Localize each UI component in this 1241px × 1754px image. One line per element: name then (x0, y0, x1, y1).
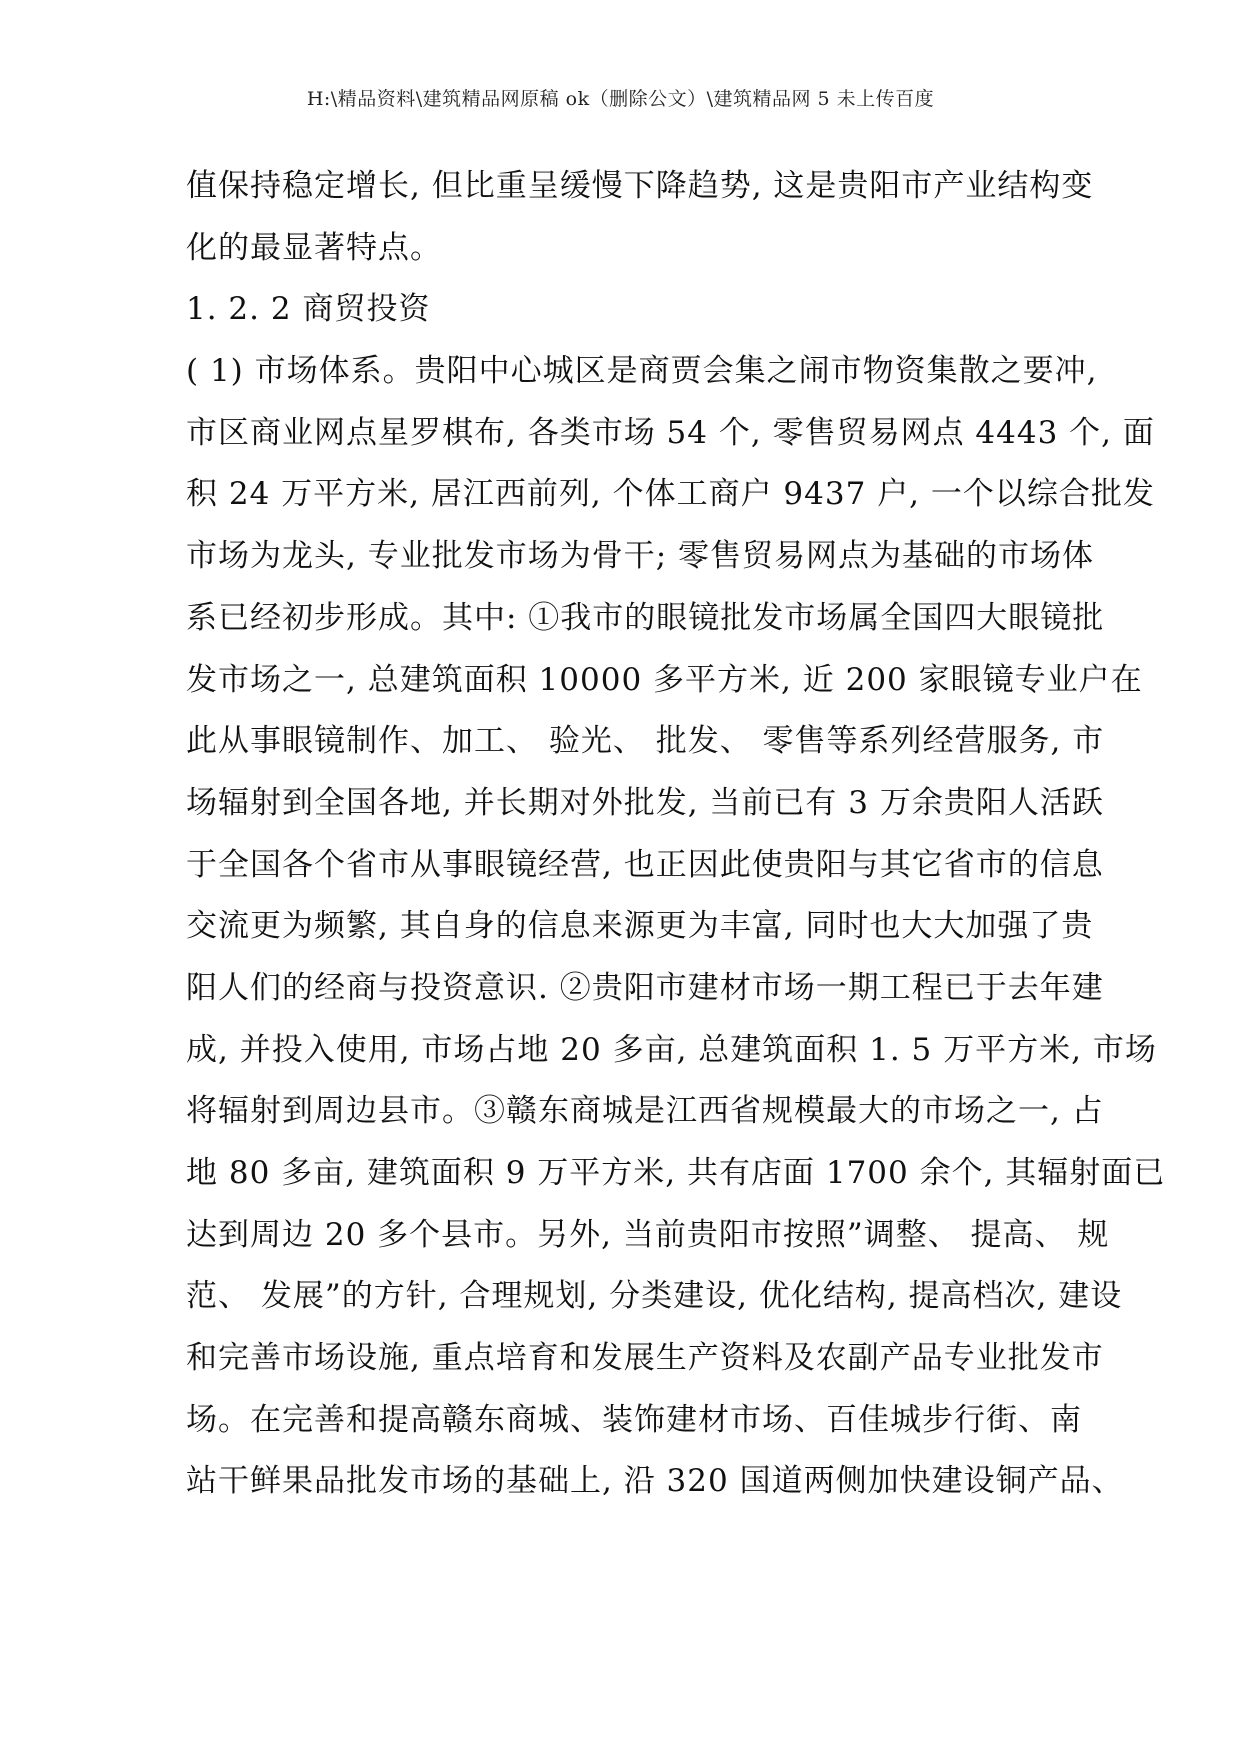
text-line: 于全国各个省市从事眼镜经营, 也正因此使贵阳与其它省市的信息 (186, 846, 1104, 883)
text-line: 值保持稳定增长, 但比重呈缓慢下降趋势, 这是贵阳市产业结构变 (186, 168, 1094, 204)
text-line: 范、 发展”的方针, 合理规划, 分类建设, 优化结构, 提高档次, 建设 (186, 1278, 1123, 1315)
body-text (186, 156, 1166, 1513)
text-line: 场辐射到全国各地, 并长期对外批发, 当前已有 3 万余贵阳人活跃 (186, 784, 1104, 821)
text-line: 市区商业网点星罗棋布, 各类市场 54 个, 零售贸易网点 4443 个, 面 (186, 414, 1155, 451)
text-line: 站干鲜果品批发市场的基础上, 沿 320 国道两侧加快建设铜产品、 (186, 1463, 1124, 1500)
text-line: 场。在完善和提高赣东商城、装饰建材市场、百佳城步行街、南 (186, 1401, 1082, 1438)
text-line: ( 1) 市场体系。贵阳中心城区是商贾会集之闹市物资集散之要冲, (186, 353, 1098, 390)
text-line: 发市场之一, 总建筑面积 10000 多平方米, 近 200 家眼镜专业户在 (186, 661, 1143, 698)
text-line: 积 24 万平方米, 居江西前列, 个体工商户 9437 户, 一个以综合批发 (186, 476, 1155, 513)
text-line: 阳人们的经商与投资意识. ②贵阳市建材市场一期工程已于去年建 (186, 969, 1104, 1006)
text-line: 此从事眼镜制作、加工、 验光、 批发、 零售等系列经营服务, 市 (186, 723, 1105, 760)
text-line: 将辐射到周边县市。③赣东商城是江西省规模最大的市场之一, 占 (186, 1093, 1104, 1130)
text-line: 市场为龙头, 专业批发市场为骨干; 零售贸易网点为基础的市场体 (186, 538, 1095, 575)
text-line: 达到周边 20 多个县市。另外, 当前贵阳市按照”调整、 提高、 规 (186, 1216, 1110, 1253)
text-line: 和完善市场设施, 重点培育和发展生产资料及农副产品专业批发市 (186, 1340, 1104, 1377)
file-path-header: H:\精品资料\建筑精品网原稿 ok（删除公文）\建筑精品网 5 未上传百度 (306, 88, 935, 110)
text-line: 系已经初步形成。其中: ①我市的眼镜批发市场属全国四大眼镜批 (186, 599, 1105, 636)
section-heading: 1. 2. 2 商贸投资 (186, 291, 431, 328)
text-line: 成, 并投入使用, 市场占地 20 多亩, 总建筑面积 1. 5 万平方米, 市场 (186, 1031, 1157, 1068)
text-line: 地 80 多亩, 建筑面积 9 万平方米, 共有店面 1700 余个, 其辐射面已 (186, 1155, 1166, 1191)
text-line: 交流更为频繁, 其自身的信息来源更为丰富, 同时也大大加强了贵 (186, 908, 1094, 945)
text-line: 化的最显著特点。 (186, 229, 442, 266)
